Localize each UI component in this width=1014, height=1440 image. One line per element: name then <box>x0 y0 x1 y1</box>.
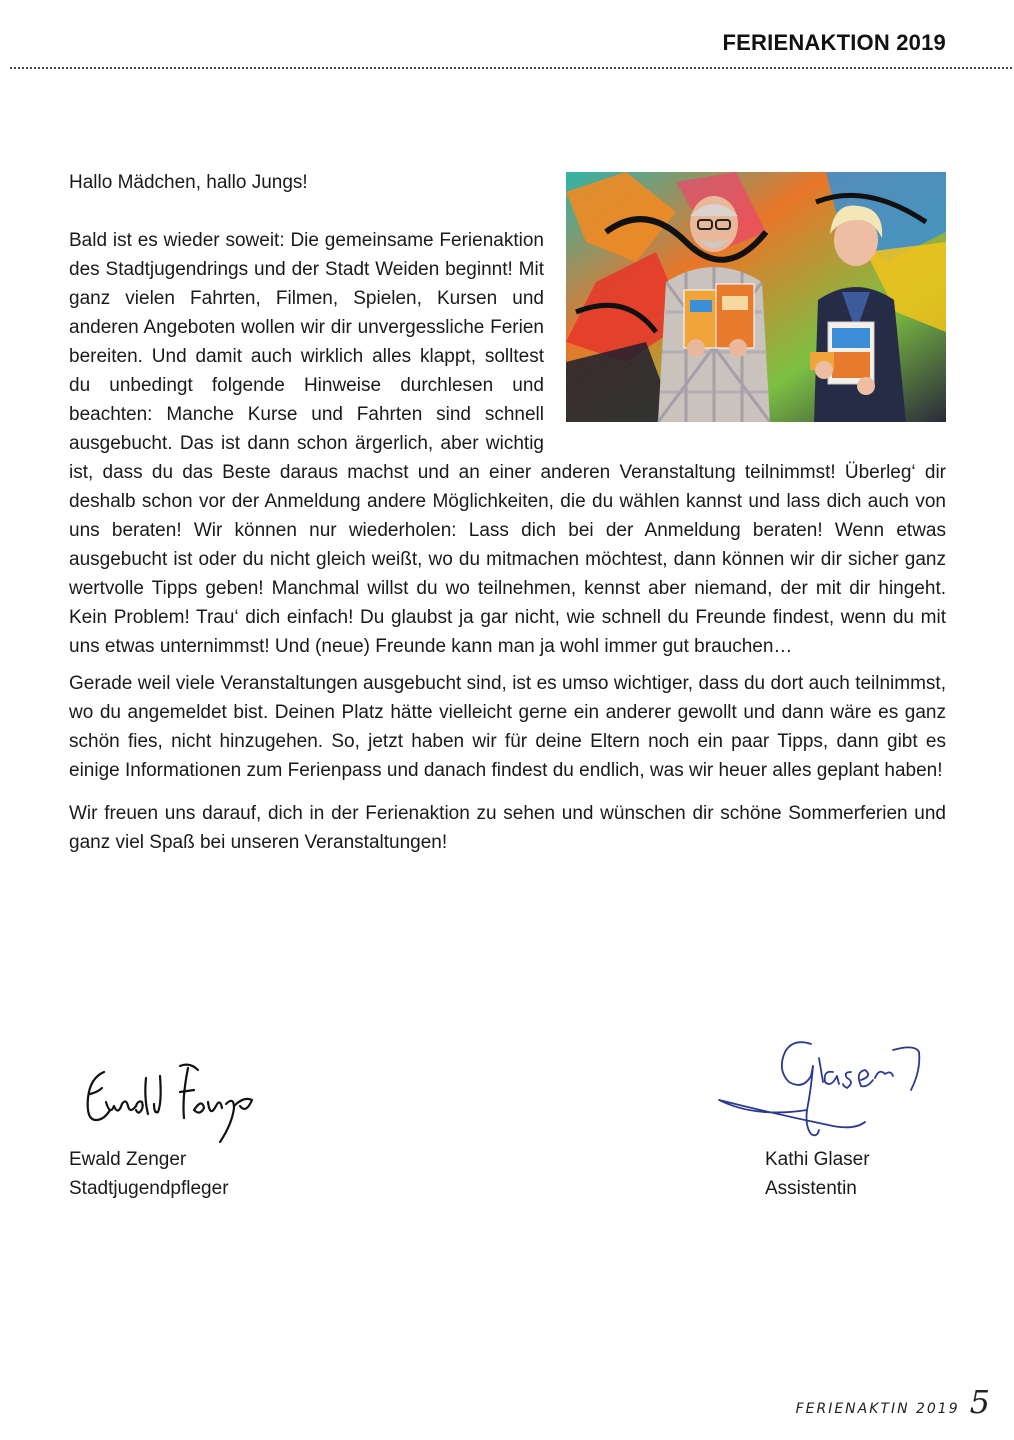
letter-body <box>69 168 946 857</box>
photo-two-people-with-brochures <box>566 172 946 422</box>
signature-block-left <box>69 1145 229 1203</box>
signature-kathi-glaser <box>715 1030 940 1145</box>
signature-block-right <box>765 1145 870 1203</box>
letter-paragraph-2: Gerade weil viele Veranstaltungen ausgebucht sind, ist es umso wichtiger, dass du dort auch teilnimmst, wo du angemeldet bist. Deinen Platz hätte vielleicht gerne ein anderer gewollt und dann wäre es ganz schön fies, nicht hinzugehen. So, jetzt haben wir für deine Eltern noch ein paar Tipps, dann gibt es einige Informationen zum Ferienpass und danach findest du endlich, was wir heuer alles geplant haben! <box>69 673 946 781</box>
page-number: 5 <box>969 1383 990 1421</box>
signature-ewald-zenger <box>70 1058 260 1148</box>
signer-name-left: Ewald Zenger <box>69 1149 187 1170</box>
letter-paragraph-1: Bald ist es wieder soweit: Die gemeinsame Ferienaktion des Stadtjugendrings und der Stadt Weiden beginnt! Mit ganz vielen Fahrten, Filmen, Spielen, Kursen und anderen Angeboten wollen wir dir unvergessliche Ferien bereiten. Und damit auch wirklich alles klappt, solltest du unbedingt folgende Hinweise durchlesen und beachten: Manche Kurse und Fahrten sind schnell ausgebucht. Das ist dann schon ärgerlich, aber wichtig ist, dass du das Beste daraus machst und an einer anderen Veranstaltung teilnimmst! Überleg‘ dir deshalb schon vor der Anmeldung andere Möglichkeiten, die du wählen kannst und lass dich auch von uns beraten! Wir können nur wiederholen: Lass dich bei der Anmeldung beraten! Wenn etwas ausgebucht ist oder du nicht gleich weißt, wo du mitmachen möchtest, dann können wir dir sicher ganz wertvolle Tipps geben! Manchmal willst du wo teilnehmen, kennst aber niemand, der mit dir hingeht. Kein Problem! Trau‘ dich einfach! Du glaubst ja gar nicht, wie schnell du Freunde findest, wenn du mit uns etwas unternimmst! Und (neue) Freunde kann man ja wohl immer gut brauchen… <box>69 230 946 657</box>
signer-role-right: Assistentin <box>765 1178 857 1199</box>
page-header-title: FERIENAKTION 2019 <box>722 30 946 55</box>
signer-name-right: Kathi Glaser <box>765 1149 870 1170</box>
letter-paragraph-3: Wir freuen uns darauf, dich in der Ferienaktion zu sehen und wünschen dir schöne Sommerferien und ganz viel Spaß bei unseren Veranstaltungen! <box>69 803 946 853</box>
letter-greeting: Hallo Mädchen, hallo Jungs! <box>69 172 308 193</box>
header-dotted-rule <box>10 67 1012 69</box>
footer-title: FERIENAKTIN 2019 <box>795 1401 960 1417</box>
signer-role-left: Stadtjugendpfleger <box>69 1178 229 1199</box>
page-footer <box>795 1383 990 1421</box>
